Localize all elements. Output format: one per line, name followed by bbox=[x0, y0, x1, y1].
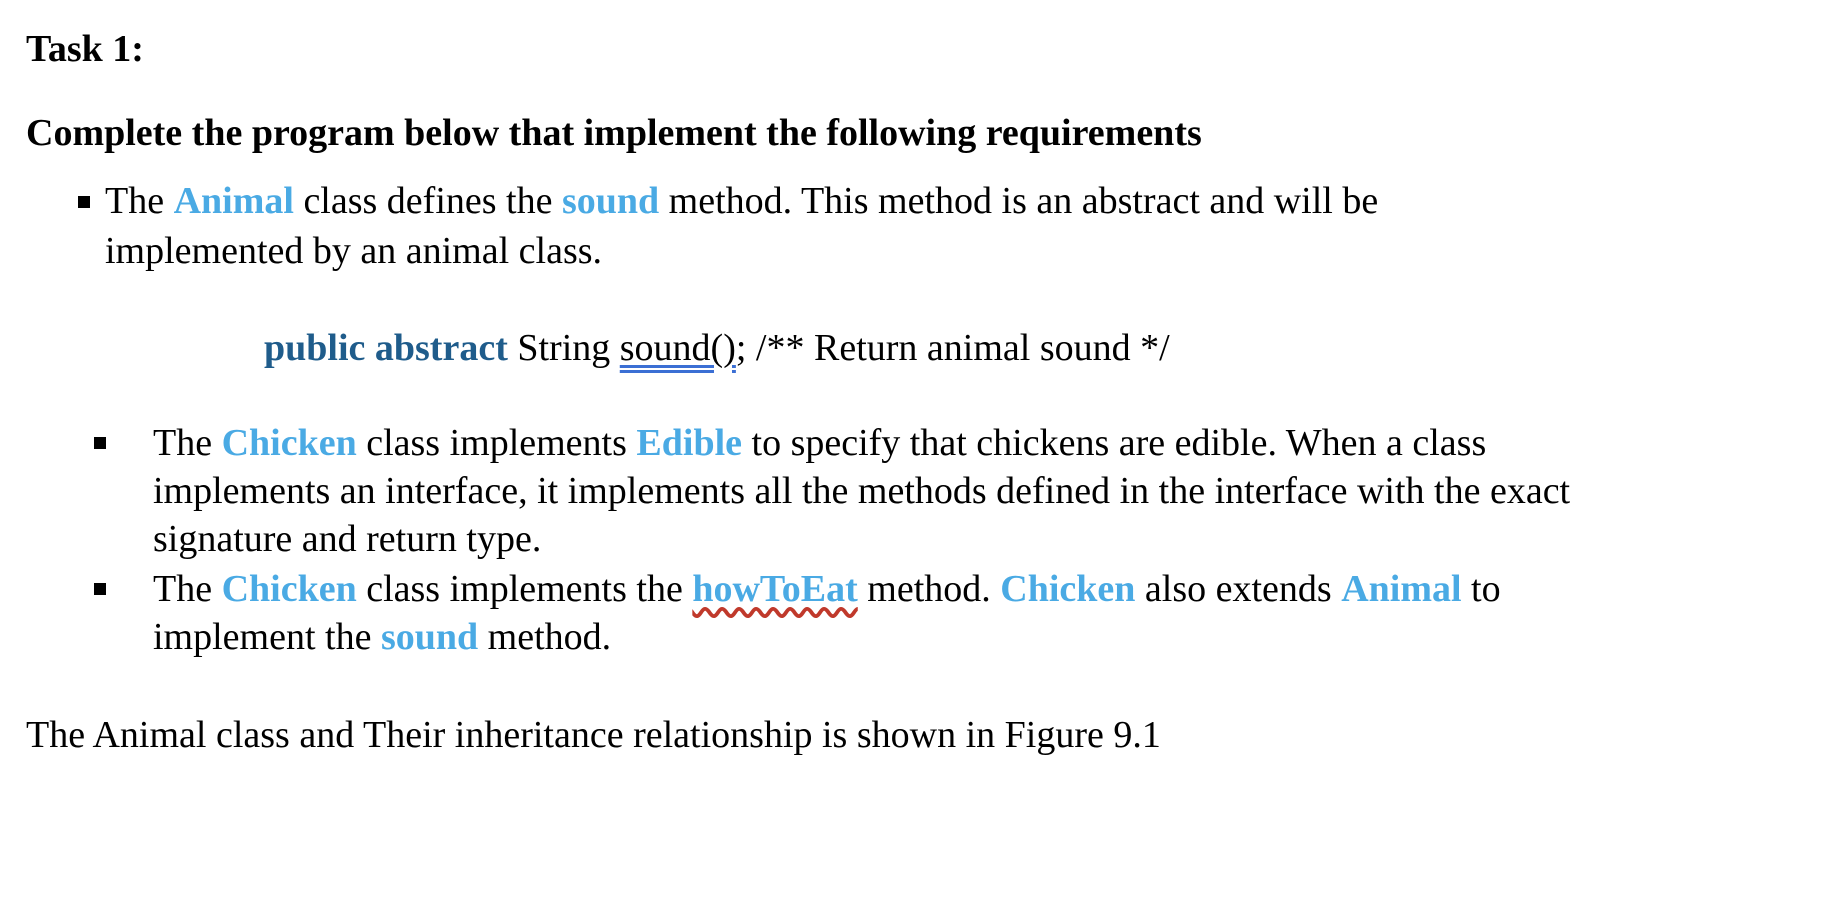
code-keywords: public abstract bbox=[264, 327, 508, 369]
requirements-heading: Complete the program below that implement the following requirements bbox=[26, 112, 1202, 154]
bullet-2-line-2: implements an interface, it implements all the methods defined in the interface with the exact bbox=[153, 470, 1571, 512]
class-name-chicken: Chicken bbox=[221, 422, 357, 464]
method-name-sound: sound bbox=[561, 180, 660, 222]
bullet-marker-2 bbox=[94, 437, 106, 449]
class-name-animal: Animal bbox=[173, 180, 294, 222]
bullet-marker-3 bbox=[94, 583, 106, 595]
interface-name-edible: Edible bbox=[636, 422, 743, 464]
method-name-howtoeat: howToEat bbox=[692, 568, 858, 610]
class-name-chicken-2: Chicken bbox=[221, 568, 357, 610]
bullet-2-line-1 bbox=[153, 420, 1486, 466]
class-name-chicken-3: Chicken bbox=[1000, 568, 1136, 610]
bullet-3-text-g: method. bbox=[478, 616, 612, 658]
method-name-sound-2: sound bbox=[380, 616, 479, 658]
bullet-3-line-1 bbox=[153, 566, 1501, 612]
bullet-3-line-2 bbox=[153, 614, 611, 660]
bullet-3-text-d: also extends bbox=[1135, 568, 1342, 610]
figure-reference: The Animal class and Their inheritance relationship is shown in Figure 9.1 bbox=[26, 714, 1161, 756]
bullet-1-text-a: The bbox=[105, 180, 174, 222]
bullet-3-text-b: class implements the bbox=[356, 568, 693, 610]
bullet-1-line-2: implemented by an animal class. bbox=[105, 230, 603, 272]
bullet-1-text-b: class defines the bbox=[293, 180, 562, 222]
code-signature bbox=[264, 325, 1170, 371]
code-method-name: sound() bbox=[619, 327, 736, 369]
bullet-2-text-b: class implements bbox=[356, 422, 637, 464]
code-return-type: String bbox=[507, 327, 620, 369]
bullet-marker-1 bbox=[78, 196, 90, 208]
bullet-2-text-a: The bbox=[153, 422, 222, 464]
bullet-1-text-c: method. This method is an abstract and will be bbox=[659, 180, 1379, 222]
bullet-2-text-c: to specify that chickens are edible. When a class bbox=[742, 422, 1487, 464]
task-title: Task 1: bbox=[26, 28, 144, 70]
class-name-animal-2: Animal bbox=[1341, 568, 1462, 610]
bullet-1-line-1 bbox=[105, 178, 1378, 224]
code-comment: ; /** Return animal sound */ bbox=[735, 327, 1170, 369]
bullet-3-text-a: The bbox=[153, 568, 222, 610]
bullet-3-text-c: method. bbox=[857, 568, 1001, 610]
bullet-3-text-e: to bbox=[1461, 568, 1501, 610]
bullet-2-line-3: signature and return type. bbox=[153, 518, 542, 560]
bullet-3-text-f: implement the bbox=[153, 616, 381, 658]
